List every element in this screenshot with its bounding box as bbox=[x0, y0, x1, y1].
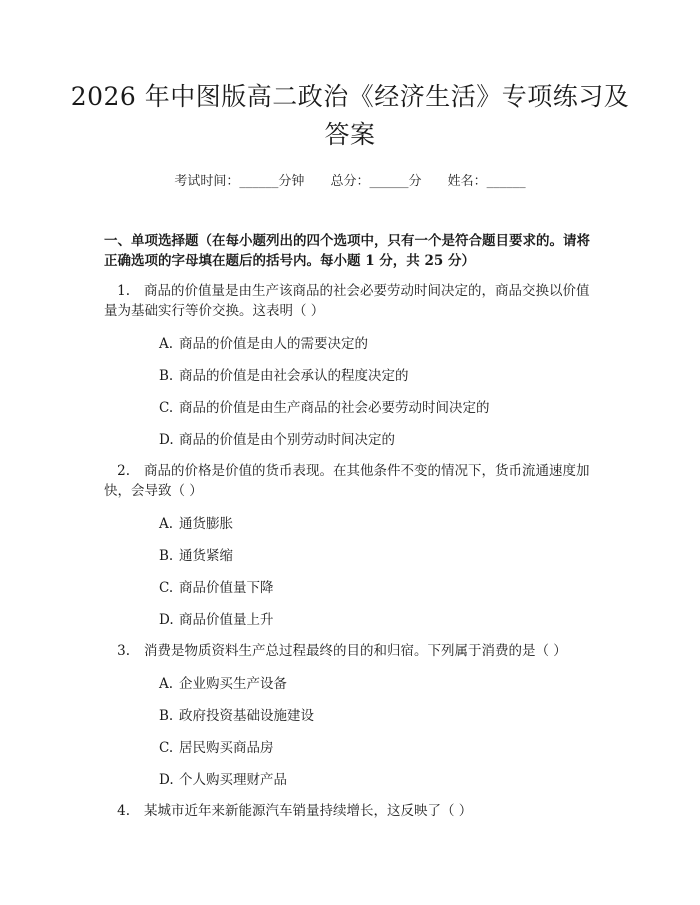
option-text: 通货膨胀 bbox=[179, 516, 233, 532]
option-text: 政府投资基础设施建设 bbox=[179, 708, 314, 724]
question-number: 2. bbox=[117, 463, 130, 479]
option-text: 居民购买商品房 bbox=[179, 740, 274, 756]
option-text: 商品的价值是由社会承认的程度决定的 bbox=[179, 368, 409, 384]
option-3c bbox=[159, 738, 274, 758]
question-number: 4. bbox=[117, 803, 130, 819]
question-1 bbox=[104, 281, 602, 321]
question-text: 商品的价值量是由生产该商品的社会必要劳动时间决定的，商品交换以价值量为基础实行等价交换。这表明（ ） bbox=[104, 283, 590, 319]
option-1b bbox=[159, 366, 409, 386]
option-text: 企业购买生产设备 bbox=[179, 676, 287, 692]
option-3b bbox=[159, 706, 314, 726]
option-2c bbox=[159, 578, 274, 598]
option-letter: D. bbox=[159, 612, 174, 628]
exam-time: 考试时间：______分钟 bbox=[174, 174, 305, 189]
option-letter: A. bbox=[159, 336, 174, 352]
question-4 bbox=[104, 801, 602, 821]
option-letter: D. bbox=[159, 772, 174, 788]
option-text: 通货紧缩 bbox=[179, 548, 233, 564]
question-number: 1. bbox=[117, 283, 130, 299]
option-2d bbox=[159, 610, 274, 630]
option-text: 商品的价值是由人的需要决定的 bbox=[179, 336, 368, 352]
option-text: 商品的价值是由生产商品的社会必要劳动时间决定的 bbox=[179, 400, 490, 416]
option-2b bbox=[159, 546, 233, 566]
exam-meta bbox=[0, 170, 700, 189]
question-text: 消费是物质资料生产总过程最终的目的和归宿。下列属于消费的是（ ） bbox=[144, 643, 567, 659]
option-2a bbox=[159, 514, 233, 534]
option-text: 商品的价值是由个别劳动时间决定的 bbox=[179, 432, 395, 448]
student-name: 姓名：______ bbox=[447, 174, 526, 189]
option-letter: B. bbox=[159, 548, 174, 564]
option-text: 个人购买理财产品 bbox=[179, 772, 287, 788]
question-text: 商品的价格是价值的货币表现。在其他条件不变的情况下，货币流通速度加快，会导致（ ） bbox=[104, 463, 590, 499]
question-number: 3. bbox=[117, 643, 130, 659]
option-letter: C. bbox=[159, 400, 174, 416]
section-heading: 一、单项选择题（在每小题列出的四个选项中，只有一个是符合题目要求的。请将正确选项的字母填在题后的括号内。每小题 1 分，共 25 分） bbox=[104, 233, 590, 269]
question-2 bbox=[104, 461, 602, 501]
option-3a bbox=[159, 674, 287, 694]
option-letter: D. bbox=[159, 432, 174, 448]
total-score: 总分：______分 bbox=[330, 174, 422, 189]
option-letter: C. bbox=[159, 580, 174, 596]
page-title: 2026 年中图版高二政治《经济生活》专项练习及答案 bbox=[70, 82, 630, 149]
question-3 bbox=[104, 641, 602, 661]
option-letter: C. bbox=[159, 740, 174, 756]
option-1d bbox=[159, 430, 395, 450]
option-letter: A. bbox=[159, 516, 174, 532]
option-text: 商品价值量下降 bbox=[179, 580, 274, 596]
option-letter: A. bbox=[159, 676, 174, 692]
option-letter: B. bbox=[159, 368, 174, 384]
question-text: 某城市近年来新能源汽车销量持续增长，这反映了（ ） bbox=[144, 803, 473, 819]
option-text: 商品价值量上升 bbox=[179, 612, 274, 628]
option-1a bbox=[159, 334, 368, 354]
option-3d bbox=[159, 770, 287, 790]
option-1c bbox=[159, 398, 490, 418]
option-letter: B. bbox=[159, 708, 174, 724]
